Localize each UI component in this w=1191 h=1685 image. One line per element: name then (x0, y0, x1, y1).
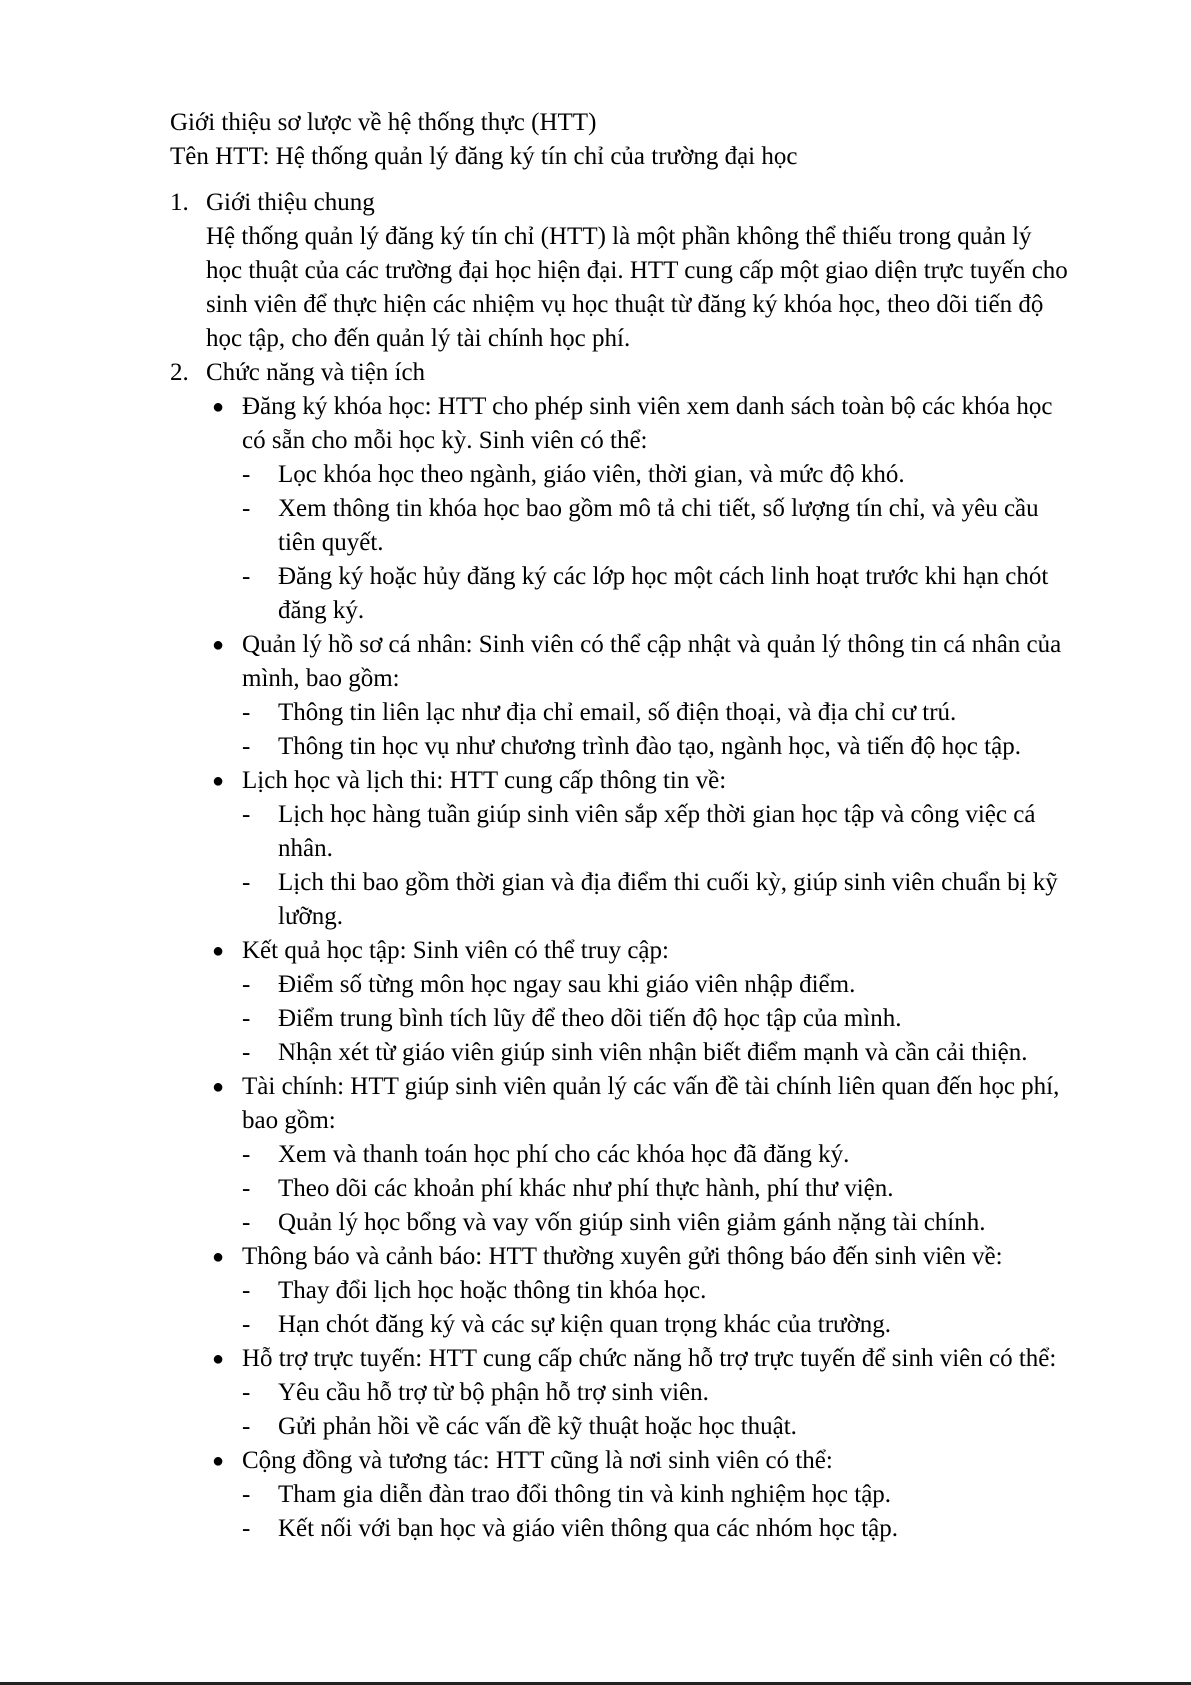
feature-sub-text: Đăng ký hoặc hủy đăng ký các lớp học một cách linh hoạt trước khi hạn chót (278, 563, 1049, 590)
feature-sub-text: Thông tin liên lạc như địa chỉ email, số điện thoại, và địa chỉ cư trú. (278, 699, 957, 726)
dash-marker: - (242, 1141, 251, 1168)
feature-sub-text: tiên quyết. (278, 529, 384, 556)
feature-bullet-text: bao gồm: (242, 1107, 336, 1134)
feature-sub-text: Thông tin học vụ như chương trình đào tạo, ngành học, và tiến độ học tập. (278, 733, 1021, 760)
bullet-dot-icon: ● (212, 634, 225, 656)
feature-sub-text: Xem thông tin khóa học bao gồm mô tả chi tiết, số lượng tín chỉ, và yêu cầu (278, 495, 1039, 522)
feature-bullet (206, 1342, 1105, 1444)
feature-sub-item (242, 1274, 1105, 1308)
feature-sub-text: Lịch thi bao gồm thời gian và địa điểm thi cuối kỳ, giúp sinh viên chuẩn bị kỹ (278, 869, 1058, 896)
feature-bullet-text: mình, bao gồm: (242, 665, 400, 692)
dash-marker: - (242, 1175, 251, 1202)
section-features (170, 356, 1105, 1546)
document-page (170, 106, 1105, 1546)
feature-sub-list (242, 696, 1105, 764)
feature-sub-item (242, 798, 1105, 866)
dash-marker: - (242, 869, 251, 896)
feature-sub-text: Gửi phản hồi về các vấn đề kỹ thuật hoặc học thuật. (278, 1413, 797, 1440)
dash-marker: - (242, 1379, 251, 1406)
feature-bullet-text: Quản lý hồ sơ cá nhân: Sinh viên có thể cập nhật và quản lý thông tin cá nhân của (242, 631, 1062, 658)
feature-sub-text: Điểm số từng môn học ngay sau khi giáo viên nhập điểm. (278, 971, 856, 998)
section-general-intro (170, 186, 1105, 356)
feature-bullet-text: Hỗ trợ trực tuyến: HTT cung cấp chức năng hỗ trợ trực tuyến để sinh viên có thể: (242, 1345, 1057, 1372)
feature-sub-text: nhân. (278, 835, 333, 862)
bullet-dot-icon: ● (212, 1246, 225, 1268)
feature-bullet (206, 390, 1105, 628)
feature-sub-item (242, 1206, 1105, 1240)
feature-sub-list (242, 458, 1105, 628)
dash-marker: - (242, 1481, 251, 1508)
dash-marker: - (242, 1413, 251, 1440)
feature-bullet-text: Thông báo và cảnh báo: HTT thường xuyên gửi thông báo đến sinh viên về: (242, 1243, 1003, 1270)
section-paragraph-line: sinh viên để thực hiện các nhiệm vụ học thuật từ đăng ký khóa học, theo dõi tiến độ (206, 291, 1044, 318)
feature-sub-text: lưỡng. (278, 903, 343, 930)
feature-sub-text: Hạn chót đăng ký và các sự kiện quan trọng khác của trường. (278, 1311, 892, 1338)
feature-sub-list (242, 798, 1105, 934)
feature-sub-text: Kết nối với bạn học và giáo viên thông qua các nhóm học tập. (278, 1515, 898, 1542)
dash-marker: - (242, 801, 251, 828)
section-paragraph-line: học tập, cho đến quản lý tài chính học phí. (206, 325, 631, 352)
section-paragraph-line: Hệ thống quản lý đăng ký tín chỉ (HTT) là một phần không thể thiếu trong quản lý (206, 223, 1032, 250)
feature-sub-text: Nhận xét từ giáo viên giúp sinh viên nhận biết điểm mạnh và cần cải thiện. (278, 1039, 1028, 1066)
feature-bullet-text: Tài chính: HTT giúp sinh viên quản lý các vấn đề tài chính liên quan đến học phí, (242, 1073, 1060, 1100)
bullet-dot-icon: ● (212, 1450, 225, 1472)
feature-sub-list (242, 1376, 1105, 1444)
dash-marker: - (242, 1311, 251, 1338)
feature-sub-item (242, 1512, 1105, 1546)
feature-sub-item (242, 1308, 1105, 1342)
dash-marker: - (242, 1277, 251, 1304)
feature-sub-item (242, 492, 1105, 560)
feature-bullet (206, 764, 1105, 934)
feature-bullet (206, 934, 1105, 1070)
feature-sub-list (242, 1138, 1105, 1240)
doc-system-name: Tên HTT: Hệ thống quản lý đăng ký tín chỉ của trường đại học (170, 143, 798, 170)
bullet-dot-icon: ● (212, 1076, 225, 1098)
feature-sub-text: đăng ký. (278, 597, 365, 624)
feature-sub-list (242, 1274, 1105, 1342)
feature-sub-item (242, 696, 1105, 730)
feature-bullet-text: Lịch học và lịch thi: HTT cung cấp thông tin về: (242, 767, 727, 794)
feature-sub-item (242, 560, 1105, 628)
bullet-dot-icon: ● (212, 940, 225, 962)
section-title: Giới thiệu chung (206, 189, 375, 216)
dash-marker: - (242, 699, 251, 726)
feature-sub-text: Theo dõi các khoản phí khác như phí thực hành, phí thư viện. (278, 1175, 894, 1202)
feature-sub-item (242, 730, 1105, 764)
doc-intro-heading: Giới thiệu sơ lược về hệ thống thực (HTT) (170, 109, 597, 136)
feature-sub-text: Lịch học hàng tuần giúp sinh viên sắp xếp thời gian học tập và công việc cá (278, 801, 1036, 828)
dash-marker: - (242, 563, 251, 590)
bullet-dot-icon: ● (212, 770, 225, 792)
feature-sub-text: Lọc khóa học theo ngành, giáo viên, thời gian, và mức độ khó. (278, 461, 905, 488)
dash-marker: - (242, 1515, 251, 1542)
feature-sub-text: Tham gia diễn đàn trao đổi thông tin và kinh nghiệm học tập. (278, 1481, 892, 1508)
feature-sub-item (242, 1138, 1105, 1172)
feature-sub-item (242, 1036, 1105, 1070)
feature-bullet-text: Đăng ký khóa học: HTT cho phép sinh viên xem danh sách toàn bộ các khóa học (242, 393, 1053, 420)
section-title: Chức năng và tiện ích (206, 359, 426, 386)
section-number: 1. (170, 189, 189, 216)
feature-sub-list (242, 968, 1105, 1070)
feature-sub-list (242, 1478, 1105, 1546)
feature-sub-item (242, 968, 1105, 1002)
dash-marker: - (242, 495, 251, 522)
dash-marker: - (242, 971, 251, 998)
feature-bullet-text: Cộng đồng và tương tác: HTT cũng là nơi sinh viên có thể: (242, 1447, 833, 1474)
feature-sub-text: Điểm trung bình tích lũy để theo dõi tiến độ học tập của mình. (278, 1005, 902, 1032)
feature-sub-item (242, 1376, 1105, 1410)
feature-sub-item (242, 866, 1105, 934)
feature-sub-text: Thay đổi lịch học hoặc thông tin khóa học. (278, 1277, 707, 1304)
feature-sub-text: Xem và thanh toán học phí cho các khóa học đã đăng ký. (278, 1141, 850, 1168)
dash-marker: - (242, 461, 251, 488)
dash-marker: - (242, 1209, 251, 1236)
section-number: 2. (170, 359, 189, 386)
feature-sub-text: Yêu cầu hỗ trợ từ bộ phận hỗ trợ sinh viên. (278, 1379, 709, 1406)
dash-marker: - (242, 1039, 251, 1066)
feature-list (206, 390, 1105, 1546)
dash-marker: - (242, 733, 251, 760)
feature-sub-item (242, 1002, 1105, 1036)
feature-sub-text: Quản lý học bổng và vay vốn giúp sinh viên giảm gánh nặng tài chính. (278, 1209, 986, 1236)
section-paragraph-line: học thuật của các trường đại học hiện đại. HTT cung cấp một giao diện trực tuyến cho (206, 257, 1068, 284)
feature-bullet (206, 1240, 1105, 1342)
feature-bullet-text: Kết quả học tập: Sinh viên có thể truy cập: (242, 937, 669, 964)
feature-bullet (206, 628, 1105, 764)
bullet-dot-icon: ● (212, 396, 225, 418)
bullet-dot-icon: ● (212, 1348, 225, 1370)
feature-sub-item (242, 458, 1105, 492)
dash-marker: - (242, 1005, 251, 1032)
feature-sub-item (242, 1478, 1105, 1512)
feature-bullet (206, 1070, 1105, 1240)
feature-bullet-text: có sẵn cho mỗi học kỳ. Sinh viên có thể: (242, 427, 648, 454)
feature-bullet (206, 1444, 1105, 1546)
feature-sub-item (242, 1410, 1105, 1444)
feature-sub-item (242, 1172, 1105, 1206)
